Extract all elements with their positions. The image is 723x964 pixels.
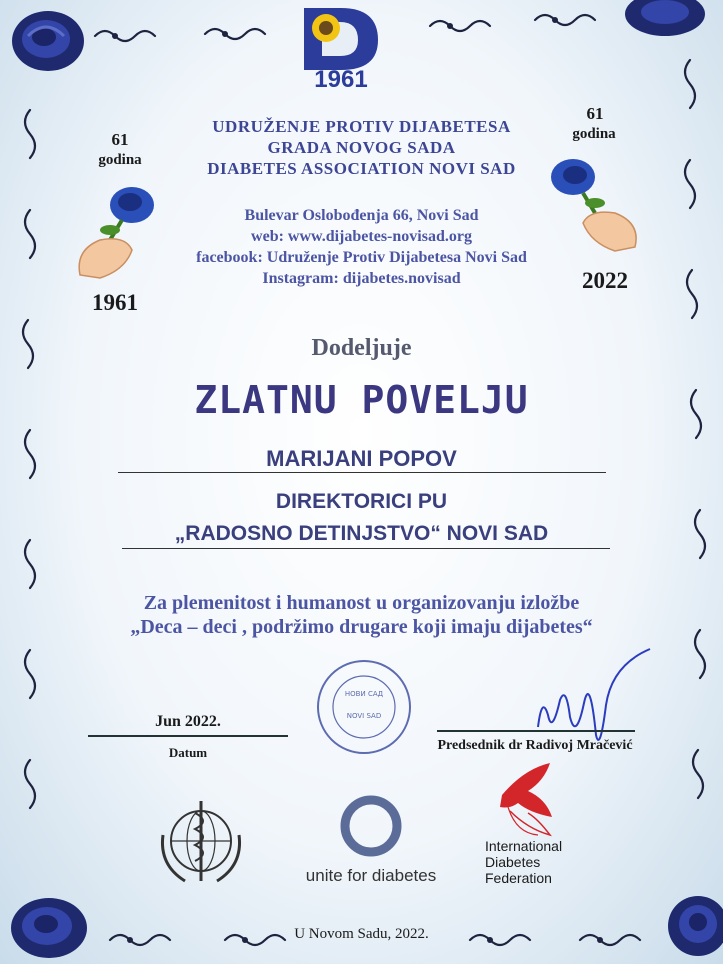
idf-name-line: Federation [485, 870, 552, 886]
idf-name-line: International [485, 838, 563, 854]
idf-bird-logo-icon [488, 755, 568, 837]
association-logo [296, 4, 386, 92]
sunflower-d-logo-icon [296, 4, 386, 74]
facebook: facebook: Udruženje Protiv Dijabetesa Novi Sad [196, 249, 527, 266]
logo-year: 1961 [314, 66, 368, 93]
official-stamp-icon [315, 658, 413, 756]
who-logo-icon [155, 795, 247, 887]
idf-name [485, 838, 562, 886]
association-name-1: UDRUŽENJE PROTIV DIJABETESA [212, 117, 511, 136]
right-badge-number: 61 [586, 104, 604, 123]
left-badge-year: 1961 [92, 290, 138, 315]
divider [118, 472, 606, 473]
left-badge-number: 61 [111, 130, 129, 149]
divider [122, 548, 610, 549]
hand-with-rose-icon [545, 155, 645, 255]
right-badge-word: godina [572, 126, 616, 142]
association-name-2: GRADA NOVOG SADA [267, 138, 456, 157]
address: Bulevar Oslobođenja 66, Novi Sad [244, 207, 479, 224]
blue-circle-logo-icon [338, 793, 404, 859]
left-badge-word: godina [98, 152, 142, 168]
date-line [88, 735, 288, 737]
reason-line-1: Za plemenitost i humanost u organizovanju izložbe [143, 592, 580, 614]
association-name-3: DIABETES ASSOCIATION NOVI SAD [207, 159, 516, 178]
instagram: Instagram: dijabetes.novisad [262, 270, 461, 287]
reason-line-2: „Deca – deci , podržimo drugare koji imaju dijabetes“ [130, 616, 593, 638]
recipient-role-1: DIREKTORICI PU [275, 490, 448, 513]
hand-with-rose-icon [70, 180, 165, 280]
idf-name-line: Diabetes [485, 854, 541, 870]
signature-line [437, 730, 635, 732]
awards-label: Dodeljuje [311, 335, 412, 361]
unite-for-diabetes-text: unite for diabetes [305, 866, 437, 885]
signatory: Predsednik dr Radivoj Mračević [437, 738, 633, 753]
stamp-text-1: НОВИ САД [344, 690, 384, 698]
stamp-text-2: NOVI SAD [346, 712, 382, 720]
certificate-title: ZLATNU POVELJU [194, 378, 529, 422]
recipient-name: MARIJANI POPOV [266, 446, 457, 471]
date-value: Jun 2022. [155, 713, 221, 730]
recipient-role-2: „RADOSNO DETINJSTVO“ NOVI SAD [174, 522, 549, 545]
date-label: Datum [168, 745, 208, 760]
right-badge-year: 2022 [582, 268, 628, 293]
footer-place-date: U Novom Sadu, 2022. [294, 926, 429, 942]
website: web: www.dijabetes-novisad.org [251, 228, 472, 245]
